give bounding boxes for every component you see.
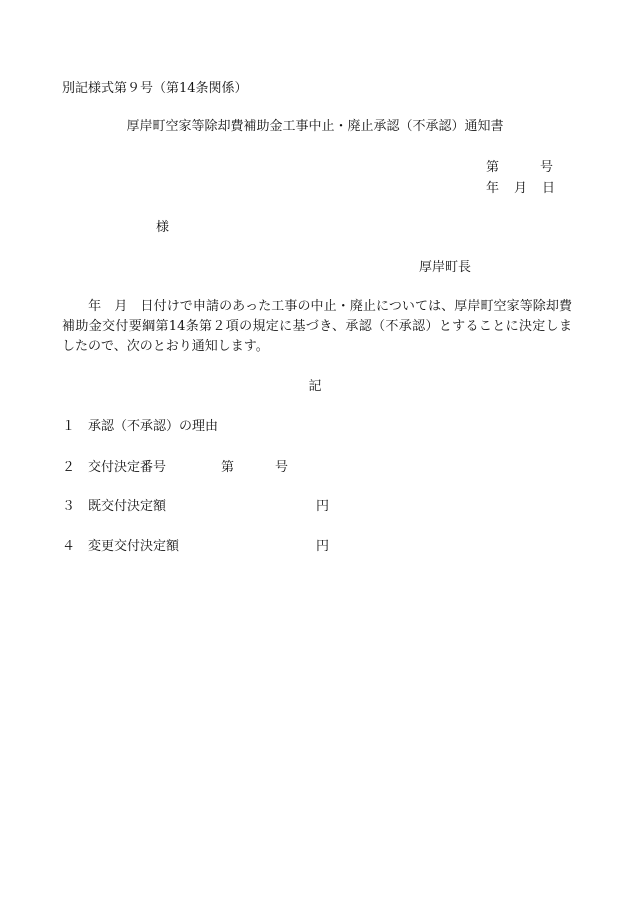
- document-title: 厚岸町空家等除却費補助金工事中止・廃止承認（不承認）通知書: [126, 119, 504, 134]
- item-reason: [62, 418, 218, 436]
- item-existing-amount: [62, 498, 330, 516]
- date-day: 日: [542, 181, 556, 196]
- doc-number-prefix: 第: [486, 160, 500, 175]
- decision-number-field: [221, 459, 288, 477]
- date-year: 年: [486, 181, 500, 196]
- item-number: ２: [62, 460, 76, 475]
- decision-number-prefix: 第: [221, 460, 235, 475]
- yen-unit: 円: [316, 499, 330, 514]
- item-label: 既交付決定額: [88, 499, 167, 514]
- ki-heading: 記: [308, 379, 322, 394]
- item-number: １: [62, 419, 76, 434]
- doc-number-suffix: 号: [540, 160, 554, 175]
- item-number: ３: [62, 499, 76, 514]
- yen-unit: 円: [316, 539, 330, 554]
- notice-body: 年 月 日付けで申請のあった工事の中止・廃止については、厚岸町空家等除却費補助金交付要綱第14条第２項の規定に基づき、承認（不承認）とすることに決定しましたので、次のとおり通知します。: [62, 299, 572, 354]
- item-number: ４: [62, 539, 76, 554]
- form-label: 別記様式第９号（第14条関係）: [62, 81, 248, 96]
- decision-number-suffix: 号: [275, 460, 289, 475]
- item-changed-amount: [62, 538, 330, 556]
- sender: 厚岸町長: [419, 260, 472, 275]
- issue-date: [486, 180, 555, 198]
- item-label: 交付決定番号: [88, 460, 167, 475]
- item-decision-number: [62, 459, 289, 477]
- item-label: 承認（不承認）の理由: [88, 419, 219, 434]
- item-label: 変更交付決定額: [88, 539, 180, 554]
- document-number: [486, 159, 553, 177]
- date-month: 月: [514, 181, 528, 196]
- addressee: 様: [156, 220, 170, 235]
